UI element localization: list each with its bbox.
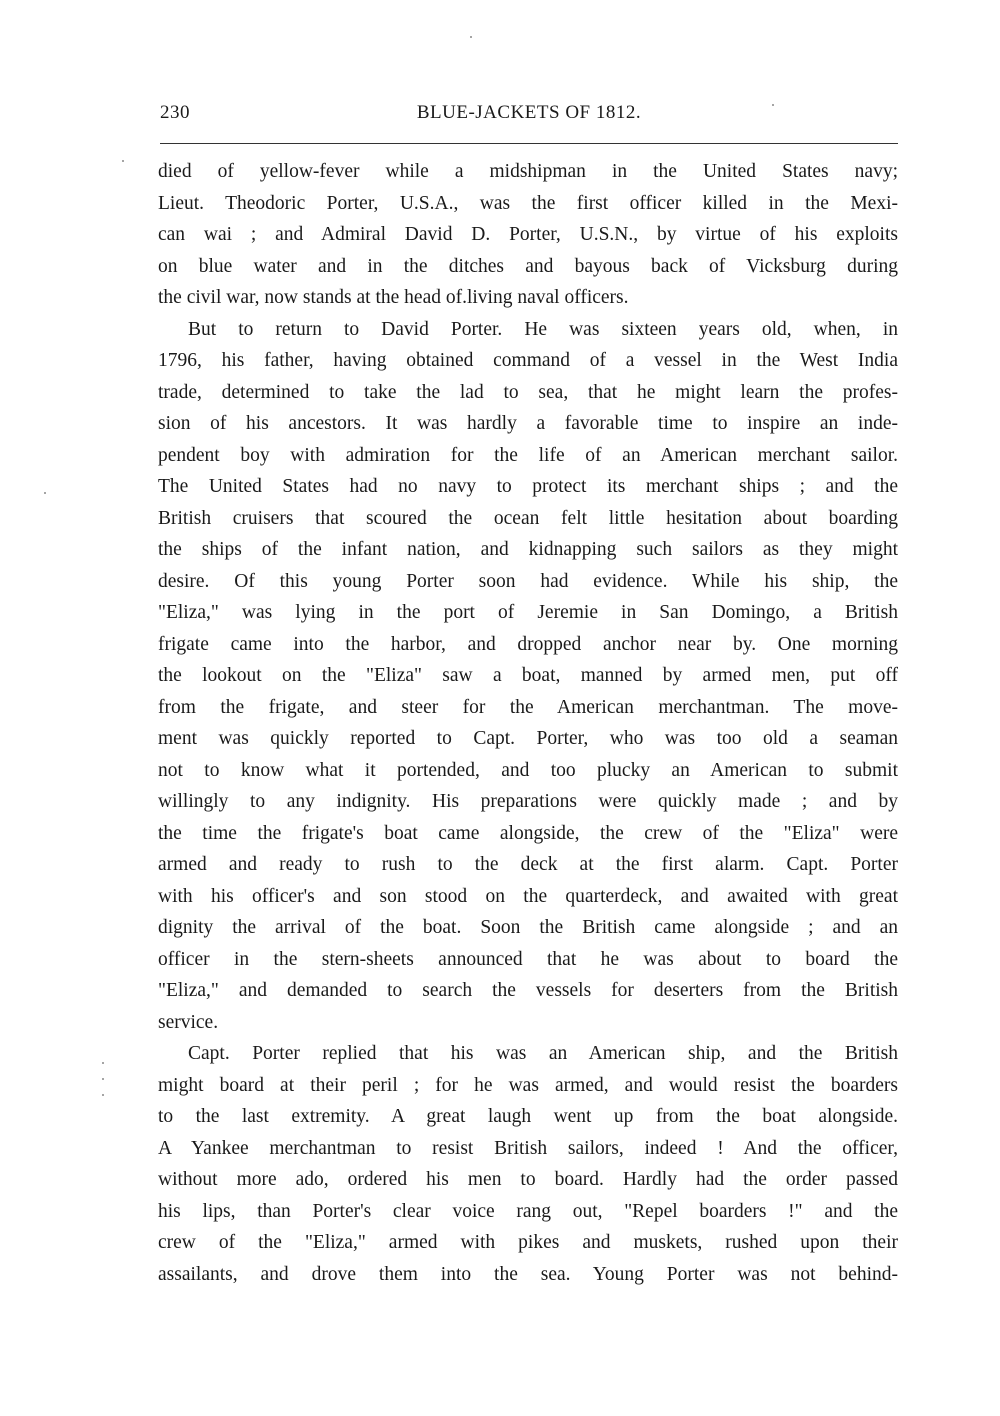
text-line: The United States had no navy to protect its merchant ships ; and the <box>158 476 898 497</box>
text-line: the ships of the infant nation, and kidnapping such sailors as they might <box>158 539 898 560</box>
text-line: might board at their peril ; for he was armed, and would resist the boarders <box>158 1074 898 1096</box>
text-line: not to know what it portended, and too plucky an American to submit <box>158 759 898 781</box>
text-line: frigate came into the harbor, and dropped anchor near by. One morning <box>158 633 898 655</box>
text-line: assailants, and drove them into the sea. Young Porter was not behind- <box>158 1263 898 1285</box>
text-line: "Eliza," was lying in the port of Jeremie in San Domingo, a British <box>158 602 898 623</box>
text-line: Lieut. Theodoric Porter, U.S.A., was the first officer killed in the Mexi- <box>158 192 898 214</box>
text-line: But to return to David Porter. He was sixteen years old, when, in <box>188 318 898 340</box>
text-line: on blue water and in the ditches and bayous back of Vicksburg during <box>158 255 898 277</box>
page-number: 230 <box>160 102 190 123</box>
body-text <box>158 156 898 1290</box>
text-line: British cruisers that scoured the ocean felt little hesitation about boarding <box>158 507 898 529</box>
text-line: the civil war, now stands at the head of.living naval officers. <box>158 287 629 308</box>
text-line: trade, determined to take the lad to sea, that he might learn the profes- <box>158 381 898 403</box>
text-line: ment was quickly reported to Capt. Porter, who was too old a seaman <box>158 728 898 749</box>
text-line: can wai ; and Admiral David D. Porter, U.S.N., by virtue of his exploits <box>158 224 898 245</box>
header-rule <box>160 143 898 144</box>
scan-speck <box>102 1078 104 1080</box>
text-line: without more ado, ordered his men to board. Hardly had the order passed <box>158 1169 898 1190</box>
text-line: A Yankee merchantman to resist British sailors, indeed ! And the officer, <box>158 1137 898 1159</box>
text-line: crew of the "Eliza," armed with pikes and muskets, rushed upon their <box>158 1232 898 1253</box>
text-line: Capt. Porter replied that his was an American ship, and the British <box>188 1043 898 1064</box>
text-line: pendent boy with admiration for the life of an American merchant sailor. <box>158 444 898 466</box>
scan-speck <box>122 160 124 162</box>
text-line: his lips, than Porter's clear voice rang out, "Repel boarders !" and the <box>158 1200 898 1222</box>
text-line: desire. Of this young Porter soon had evidence. While his ship, the <box>158 570 898 592</box>
text-line: dignity the arrival of the boat. Soon the British came alongside ; and an <box>158 917 898 938</box>
scan-speck <box>772 104 774 106</box>
scan-speck <box>102 1062 104 1064</box>
scan-speck <box>102 1094 104 1096</box>
text-line: 1796, his father, having obtained command of a vessel in the West India <box>158 350 898 371</box>
text-line: the time the frigate's boat came alongside, the crew of the "Eliza" were <box>158 822 898 844</box>
page-header <box>160 102 898 132</box>
text-line: sion of his ancestors. It was hardly a favorable time to inspire an inde- <box>158 413 898 434</box>
text-line: from the frigate, and steer for the American merchantman. The move- <box>158 696 898 718</box>
text-line: the lookout on the "Eliza" saw a boat, manned by armed men, put off <box>158 665 898 686</box>
scan-speck <box>470 36 472 38</box>
text-line: "Eliza," and demanded to search the vessels for deserters from the British <box>158 980 898 1001</box>
text-line: willingly to any indignity. His preparations were quickly made ; and by <box>158 791 898 812</box>
text-line: officer in the stern-sheets announced that he was about to board the <box>158 948 898 970</box>
scan-speck <box>44 492 46 494</box>
text-line: died of yellow-fever while a midshipman in the United States navy; <box>158 161 898 182</box>
text-line: armed and ready to rush to the deck at the first alarm. Capt. Porter <box>158 854 898 875</box>
text-line: to the last extremity. A great laugh went up from the boat alongside. <box>158 1106 898 1127</box>
text-line: service. <box>158 1011 219 1033</box>
running-title: BLUE-JACKETS OF 1812. <box>416 102 642 123</box>
text-line: with his officer's and son stood on the quarterdeck, and awaited with great <box>158 885 898 907</box>
